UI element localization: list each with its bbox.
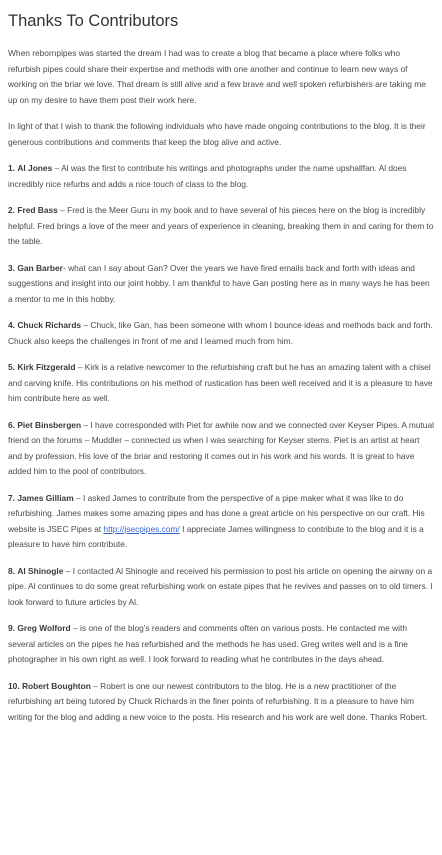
list-number: 2. [8,205,15,215]
contributor-chuck-richards [8,318,434,349]
contributor-text: – Robert is one our newest contributors to the blog. He is a new practitioner of the refurbishing art being tutored by Chuck Richards in the finer points of refurbishing. It is a pleasure to have him writing for the blog and adding a new voice to the posts. His research and his work are well done. Thanks Robert. [8,680,428,722]
intro-paragraph: When rebornpipes was started the dream I had was to create a blog that became a place where folks who refurbish pipes could share their expertise and methods with one another and continue to learn new ways of working on the briar we love. That dream is still alive and a few brave and well spoken refurbishers are taking me up on my desire to have them post their work here. [8,48,426,105]
list-number: 6. [8,419,15,430]
list-number: 9. [8,623,15,633]
list-number: 3. [8,262,15,273]
contributor-text: – I contacted Al Shinogle and received his permission to post his article on opening the airway on a pipe. Al continues to do some great refurbishing work on estate pipes that he revives and passes on to old timers. I look forward to future articles by Al. [8,565,433,607]
contributor-name: Piet Binsbergen [17,419,82,430]
jsec-pipes-link[interactable]: http://jsecpipes.com/ [103,523,180,534]
list-number: 4. [8,320,15,330]
contributor-name: Fred Bass [17,205,58,215]
contributor-al-shinogle [8,564,434,611]
contributor-text: – I asked James to contribute from the perspective of a pipe maker what it was like to do refurbishing. James makes some amazing pipes and has done a great article on his perspective on our craft. His website is JSEC Pipes at [8,492,425,534]
list-number: 10. [8,680,20,691]
contributor-name: Chuck Richards [17,320,82,330]
list-number: 7. [8,492,15,503]
contributor-text: – Al was the first to contribute his writings and photographs under the name upshallfan. Al does incredibly nice refurbs and adds a nice touch of class to the blog. [8,163,407,189]
contributor-name: Gan Barber [17,262,63,273]
contributor-greg-wolford [8,621,434,668]
contributor-name: Al Shinogle [17,565,64,576]
contributor-piet-binsbergen [8,418,434,480]
contributor-robert-boughton [8,679,434,726]
contributor-name: Robert Boughton [21,680,91,691]
contributor-fred-bass [8,203,434,250]
contributor-name: Al Jones [17,163,53,173]
contributor-al-jones [8,161,434,192]
contributor-james-gilliam [8,491,434,553]
list-number: 1. [8,163,15,173]
contributor-text: I appreciate James willingness to contribute to the blog and it is a pleasure to have him contribute. [8,523,424,549]
contributor-text: - what can I say about Gan? Over the years we have fired emails back and forth with ideas and suggestions and insight into our joint hobby. I am thankful to have Gan posting here as in many ways he has been a mentor to me in this hobby. [8,262,430,304]
contributor-text: – Chuck, like Gan, has been someone with whom I bounce ideas and methods back and forth. Chuck also keeps the challenges in front of me and I learned much from him. [8,320,433,346]
contributor-name: Kirk Fitzgerald [17,362,76,372]
contributor-name: Greg Wolford [17,623,71,633]
contributor-text: – I have corresponded with Piet for awhile now and we connected over Keyser Pipes. A mutual friend on the forums – Muddler – connected us when I was searching for Keyser stems. Piet is an artist at heart and by profession. His love of the briar and restoring it comes out in his work and his words. It is great to have added him to the pool of contributors. [8,419,434,476]
contributor-text: – Kirk is a relative newcomer to the refurbishing craft but he has an amazing talent with a chisel and carving knife. His contributions on his method of rustication has been well received and it is a pleasure to have him contribute here as well. [8,362,433,403]
page-title: Thanks To Contributors [8,12,179,30]
contributor-gan-barber [8,261,434,308]
list-number: 5. [8,362,15,372]
list-number: 8. [8,565,15,576]
contributor-text: – Fred is the Meer Guru in my book and to have several of his pieces here on the blog is incredibly helpful. Fred brings a love of the meer and years of experience in cleaning, breaking them in and caring for them to the table. [8,205,434,246]
contributor-name: James Gilliam [17,492,74,503]
contributor-text: – is one of the blog's readers and comments often on various posts. He contacted me with several articles on the pipes he has refurbished and the methods he has used. Greg writes well and is a fine photographer in his own right as well. I look forward to reading what he contributes in the days ahead. [8,623,408,664]
contributor-kirk-fitzgerald [8,360,434,407]
intro-paragraph: In light of that I wish to thank the following individuals who have made ongoing contributions to the blog. It is their generous contributions and comments that keep the blog alive and active. [8,121,426,147]
